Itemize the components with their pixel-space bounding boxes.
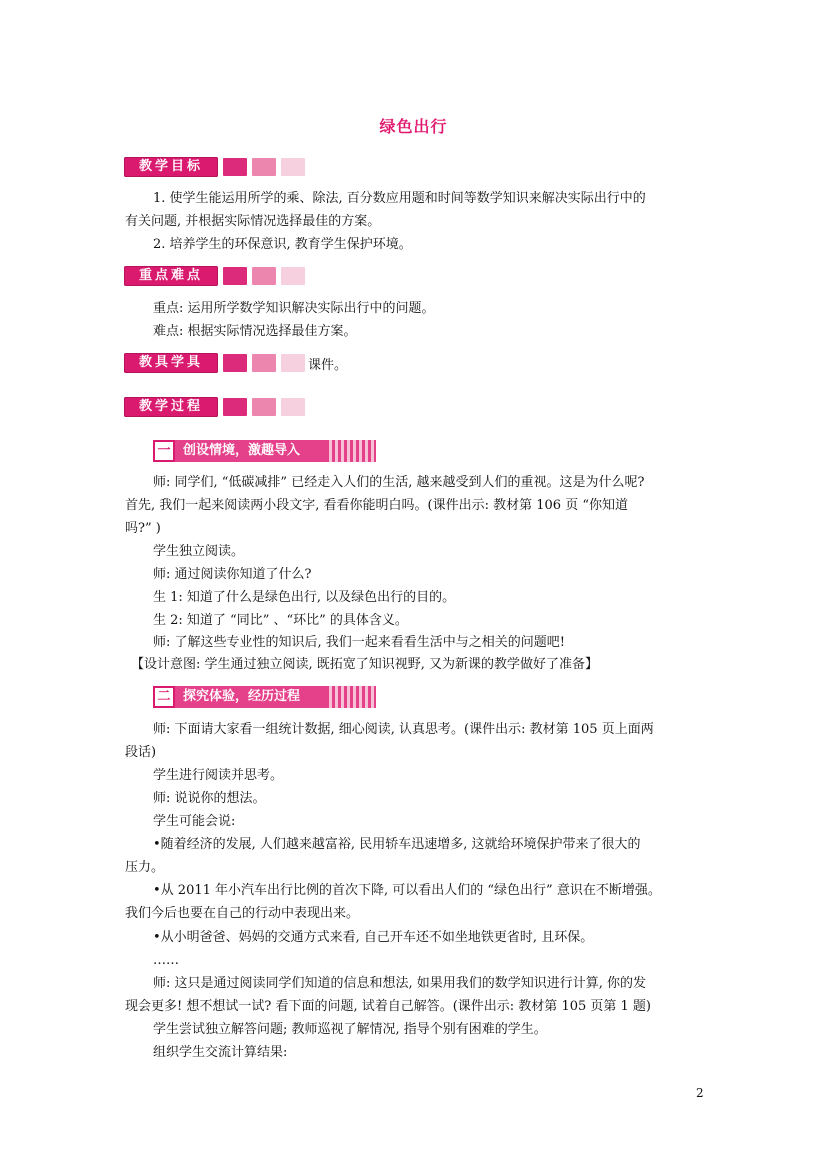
subsection-label [175,686,376,708]
subsection-number: 一 [153,440,175,462]
text-line: 吗?” ) [125,521,161,536]
section-header-process [124,397,305,417]
text-line: 师: 通过阅读你知道了什么? [153,567,312,582]
decor-stripes [326,686,376,708]
decor-square [252,398,276,416]
text-line: 学生可能会说: [153,814,236,829]
decor-square [281,267,305,285]
ellipsis: …… [153,953,179,968]
subsection-header-2 [153,686,376,708]
decor-square [223,398,247,416]
text-line: 学生独立阅读。 [153,544,245,559]
subsection-label-text: 创设情境，激趣导入 [183,443,301,458]
text-line: 师: 说说你的想法。 [153,791,266,806]
text-line: 组织学生交流计算结果: [153,1045,288,1060]
section-label: 教学过程 [124,397,218,417]
decor-square [223,267,247,285]
subsection-label [175,440,376,462]
text-line: 现会更多! 想不想试一试? 看下面的问题, 试着自己解答。(课件出示: 教材第 105 页第 1 题) [125,999,651,1014]
tools-text: 课件。 [308,357,348,373]
text-line: 学生尝试独立解答问题; 教师巡视了解情况, 指导个别有困难的学生。 [153,1022,547,1037]
subsection-header-1 [153,440,376,462]
text-line: 首先, 我们一起来阅读两小段文字, 看看你能明白吗。(课件出示: 教材第 106 页 “你知道 [125,498,628,513]
bullet-item: •从 2011 年小汽车出行比例的首次下降, 可以看出人们的 “绿色出行” 意识在不断增强。 [153,883,661,898]
subsection-label-text: 探究体验，经历过程 [183,689,301,704]
decor-stripes [326,440,376,462]
text-line: 师: 这只是通过阅读同学们知道的信息和想法, 如果用我们的数学知识进行计算, 你的发 [153,976,647,991]
text-line: 生 1: 知道了什么是绿色出行, 以及绿色出行的目的。 [153,590,456,605]
text-line: 2. 培养学生的环保意识, 教育学生保护环境。 [153,237,412,252]
bullet-item: •随着经济的发展, 人们越来越富裕, 民用轿车迅速增多, 这就给环境保护带来了很大的 [153,837,641,852]
page-number: 2 [696,1086,704,1100]
text-line: 师: 下面请大家看一组统计数据, 细心阅读, 认真思考。(课件出示: 教材第 105 页上面两 [153,722,654,737]
text-line: 重点: 运用所学数学知识解决实际出行中的问题。 [153,301,435,316]
design-intent: 【设计意图: 学生通过独立阅读, 既拓宽了知识视野, 又为新课的教学做好了准备】 [131,657,599,672]
text-line: 1. 使学生能运用所学的乘、除法, 百分数应用题和时间等数学知识来解决实际出行中的 [153,191,646,206]
text-line: 生 2: 知道了 “同比” 、“环比” 的具体含义。 [153,613,408,628]
decor-square [223,158,247,176]
decor-square [281,354,305,372]
text-line: 难点: 根据实际情况选择最佳方案。 [153,324,357,339]
text-line: 学生进行阅读并思考。 [153,768,284,783]
decor-square [281,158,305,176]
section-label: 教具学具 [124,353,218,373]
text-line: 我们今后也要在自己的行动中表现出来。 [125,906,360,921]
section-label: 重点难点 [124,266,218,286]
subsection-number: 二 [153,686,175,708]
text-line: 师: 同学们, “低碳减排” 已经走入人们的生活, 越来越受到人们的重视。这是为什么呢? [153,475,645,490]
text-line: 压力。 [125,860,165,875]
text-line: 师: 了解这些专业性的知识后, 我们一起来看看生活中与之相关的问题吧! [153,635,566,650]
decor-square [252,267,276,285]
decor-square [252,158,276,176]
text-line: 段话) [125,745,157,760]
section-header-goal [124,157,305,177]
decor-square [281,398,305,416]
bullet-item: •从小明爸爸、妈妈的交通方式来看, 自己开车还不如坐地铁更省时, 且环保。 [153,930,594,945]
decor-square [252,354,276,372]
decor-square [223,354,247,372]
section-header-focus [124,266,305,286]
section-header-tools [124,353,347,373]
section-label: 教学目标 [124,157,218,177]
text-line: 有关问题, 并根据实际情况选择最佳的方案。 [125,214,381,229]
page-title: 绿色出行 [379,117,448,136]
